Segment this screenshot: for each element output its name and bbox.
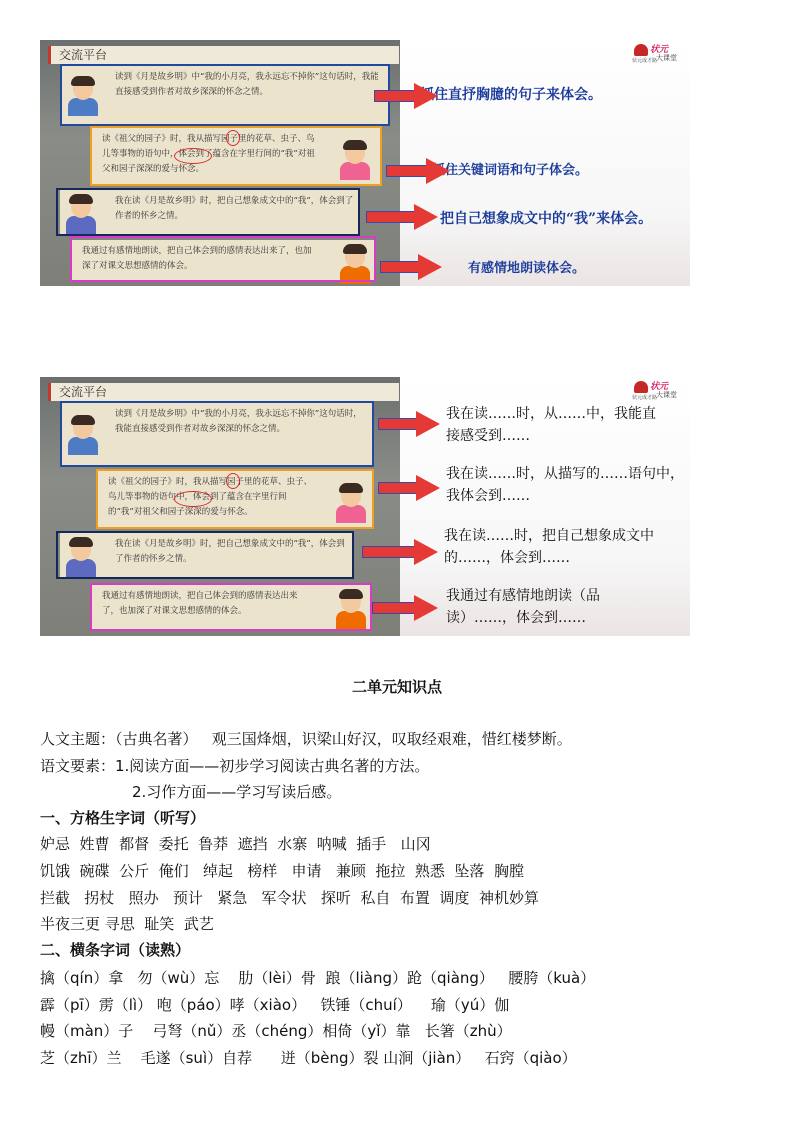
arrow-right-icon	[366, 204, 438, 230]
tip-2: 我在读……时，从描写的……语句中，我体会到……	[446, 466, 684, 504]
tip-4: 有感情地朗读体会。	[468, 261, 586, 276]
card-text: 我通过有感情地朗读，把自己体会到的感情表达出来了，也加深了对课文思想感情的体会。	[102, 591, 298, 616]
tip-1: 抓住直抒胸臆的句子来体会。	[420, 87, 602, 103]
red-circle-mark	[174, 148, 212, 164]
arrow-right-icon	[374, 83, 438, 109]
language-requirement-1: 语文要素：1.阅读方面——初步学习阅读古典名著的方法。	[40, 757, 430, 775]
heading-grid-words: 一、方格生字词（听写）	[40, 809, 206, 827]
pinyin-row: 芝（zhī）兰 毛遂（suì）自荐 迸（bèng）裂 山涧（jiàn） 石窍（qiào）	[40, 1049, 577, 1067]
heading-line-words: 二、横条字词（读熟）	[40, 941, 191, 959]
highlight-box-navy	[56, 531, 354, 579]
arrow-right-icon	[378, 411, 440, 437]
card-text: 我通过有感情地朗读，把自己体会到的感情表达出来了，也加深了对课文思想感情的体会。	[82, 246, 312, 271]
card-text: 读《祖父的园子》时，我从描写园子里的花草、虫子、鸟儿等事物的语句中，体会到了蕴含在字里行间的“我”对祖父和园子深深的爱与怀念。	[108, 477, 313, 517]
card-text: 我在读《月是故乡明》时，把自己想象成文中的“我”，体会到了作者的怀乡之情。	[115, 196, 354, 221]
word-row: 半夜三更 寻思 耻笑 武艺	[40, 915, 214, 933]
tip-3: 把自己想象成文中的“我”来体会。	[440, 211, 653, 227]
slide-2	[40, 377, 690, 636]
arrow-right-icon	[372, 595, 438, 621]
textbook-photo	[40, 377, 400, 636]
textbook-photo	[40, 40, 400, 286]
highlight-box-pink	[90, 583, 372, 631]
pinyin-row: 幔（màn）子 弓弩（nǔ）丞（chéng）相倚（yǐ）靠 长箸（zhù）	[40, 1022, 512, 1040]
word-row: 饥饿 碗碟 公斤 俺们 绰起 榜样 申请 兼顾 拖拉 熟悉 坠落 胸膛	[40, 862, 524, 880]
card-text: 读到《月是故乡明》中“我的小月亮，我永远忘不掉你”这句话时，我能直接感受到作者对故乡深深的怀念之情。	[115, 72, 379, 97]
tips-panel	[400, 377, 690, 636]
crown-icon	[634, 381, 648, 393]
highlight-box-blue	[60, 64, 390, 126]
tab-header: 交流平台	[48, 46, 399, 64]
highlight-box-navy	[56, 188, 360, 236]
card-text: 我在读《月是故乡明》时，把自己想象成文中的“我”，体会到了作者的怀乡之情。	[115, 539, 345, 564]
word-row: 妒忌 姓曹 都督 委托 鲁莽 遮挡 水寨 呐喊 插手 山冈	[40, 835, 431, 853]
highlight-box-pink	[70, 236, 376, 282]
card-text: 读《祖父的园子》时，我从描写园子里的花草、虫子、鸟儿等事物的语句中，体会到了蕴含在字里行间的“我”对祖父和园子深深的爱与怀念。	[102, 134, 315, 174]
tip-4: 我通过有感情地朗读（品读）……，体会到……	[446, 588, 600, 626]
highlight-box-blue	[60, 401, 374, 467]
crown-icon	[634, 44, 648, 56]
language-requirement-2: 2.习作方面——学习写读后感。	[132, 783, 342, 801]
brand-logo: 状元 大课堂 状元成才路	[632, 45, 677, 64]
arrow-right-icon	[378, 475, 440, 501]
pinyin-row: 擒（qín）拿 勿（wù）忘 肋（lèi）骨 踉（liàng）跄（qiàng） 腰胯（kuà）	[40, 969, 596, 987]
arrow-right-icon	[362, 539, 438, 565]
word-row: 拦截 拐杖 照办 预计 紧急 军令状 探听 私自 布置 调度 神机妙算	[40, 889, 539, 907]
brand-logo: 状元 大课堂 状元成才路	[632, 382, 677, 401]
arrow-right-icon	[386, 158, 450, 184]
arrow-right-icon	[380, 254, 442, 280]
humanities-theme: 人文主题：（古典名著） 观三国烽烟，识梁山好汉，叹取经艰难，惜红楼梦断。	[40, 730, 572, 748]
red-circle-mark	[226, 130, 240, 146]
red-circle-mark	[174, 491, 212, 507]
slide-1	[40, 40, 690, 286]
red-circle-mark	[226, 473, 240, 489]
card-text: 读到《月是故乡明》中“我的小月亮，我永远忘不掉你”这句话时，我能直接感受到作者对故乡深深的怀念之情。	[115, 409, 362, 434]
section-title: 二单元知识点	[351, 678, 442, 696]
tip-3: 我在读……时，把自己想象成文中的……，体会到……	[444, 528, 654, 566]
pinyin-row: 霹（pī）雳（lì） 咆（páo）哮（xiào） 铁锤（chuí） 瑜（yú）伽	[40, 996, 510, 1014]
tab-header: 交流平台	[48, 383, 399, 401]
tip-1: 我在读……时，从……中，我能直接感受到……	[446, 406, 656, 444]
tip-2: 抓住关键词语和句子体会。	[432, 163, 589, 178]
